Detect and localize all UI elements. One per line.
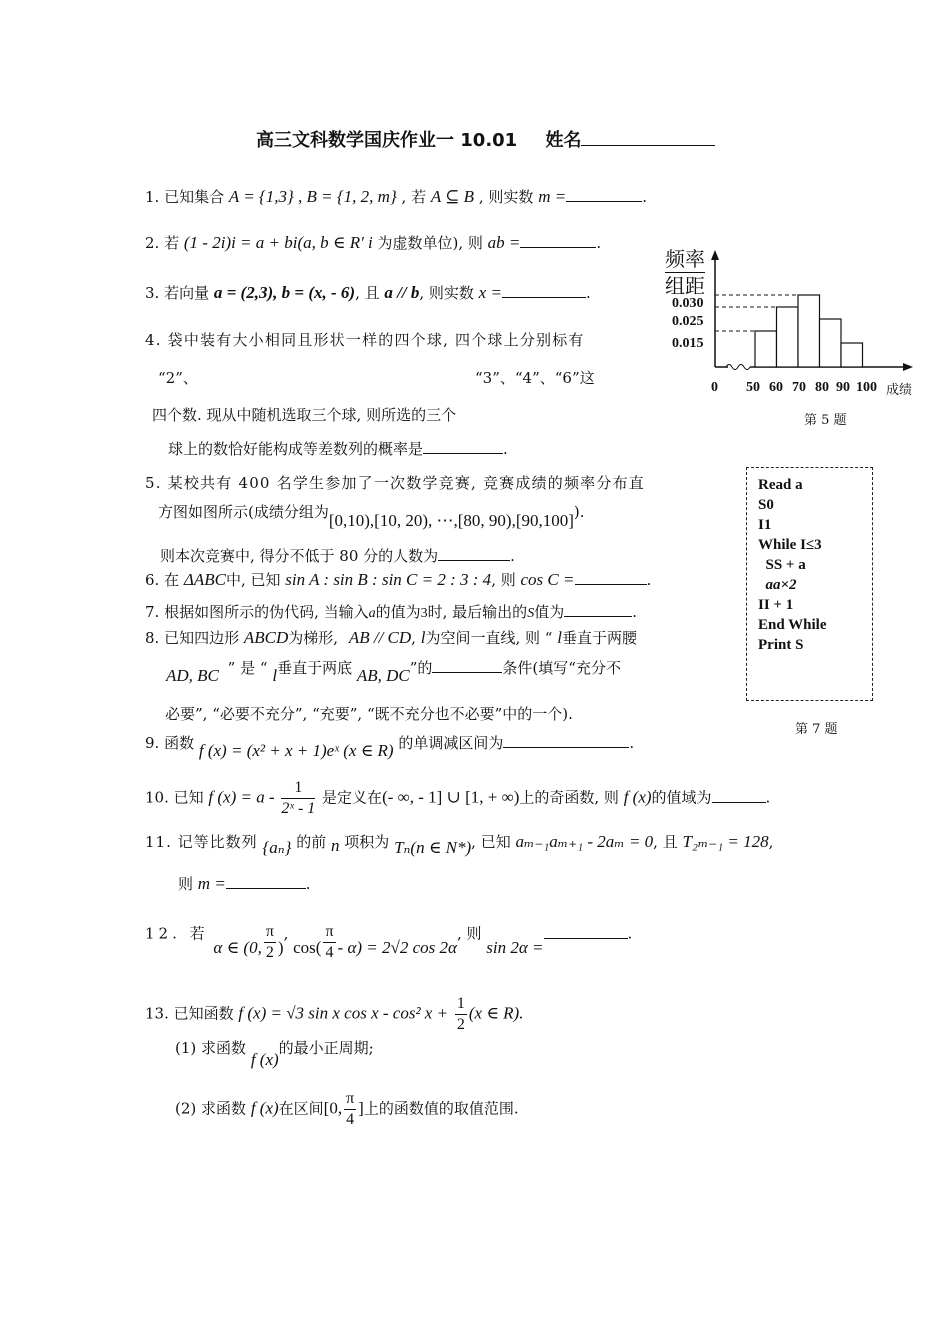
q4-line4-text: 球上的数恰好能构成等差数列的概率是 (168, 440, 424, 458)
q11-n: n (330, 836, 340, 855)
q10-text: 10. 已知 (145, 788, 204, 807)
q13-text: 13. 已知函数 (145, 1004, 234, 1023)
y-label-bottom: 组距 (665, 274, 705, 298)
q11-t-value: T₂ₘ₋₁ = 128 (682, 832, 769, 851)
q5-groups: [0,10),[10, 20), ⋯,[80, 90),[90,100] (328, 511, 574, 530)
q8-parallel: AB // CD (348, 628, 412, 647)
q10-text2: 是定义在 (322, 788, 383, 807)
q8-text2: 为梯形, (288, 629, 339, 647)
pseudocode-box (746, 467, 873, 701)
q3-text2: , 且 (355, 284, 380, 302)
histogram-bar-3 (798, 295, 820, 367)
q10-lhs: f (x) = a - (208, 787, 275, 807)
q10-text3: 上的奇函数, 则 (519, 788, 619, 807)
x-tick-90: 90 (836, 380, 850, 395)
q13-domain: (x ∈ R). (468, 1003, 524, 1023)
q10-fraction (281, 778, 315, 819)
q2-answer-blank[interactable] (520, 233, 596, 248)
q12-equation: - α) = 2√2 cos 2α (337, 937, 457, 957)
q2-text2: 为虚数单位), 则 (377, 234, 483, 252)
q9-function: f (x) = (x² + x + 1)eˣ (x ∈ R) (198, 741, 394, 760)
q12-pi2: π (323, 922, 335, 943)
code-line-print: Print S (758, 637, 804, 653)
q8-bases: AB, DC (356, 666, 410, 685)
q8-text5: 垂直于两腰 (561, 629, 637, 647)
x-tick-100: 100 (856, 380, 877, 395)
q3-end: . (585, 284, 591, 302)
q2-i: ' i (360, 233, 373, 252)
q5-line3-text: 则本次竞赛中, 得分不低于 80 分的人数为 (160, 547, 439, 565)
q9-text2: 的单调减区间为 (398, 734, 504, 752)
q1-answer-blank[interactable] (566, 187, 642, 202)
q13-part1-text2: 的最小正周期; (278, 1039, 374, 1057)
q8-text8: ”的 (409, 659, 433, 677)
q8-line3: 必要”, “必要不充分”, “充要”, “既不充分也不必要”中的一个). (165, 705, 573, 723)
q11-end: . (305, 875, 311, 893)
q1-subset: A ⊆ B (430, 187, 475, 206)
q7-a: a (368, 606, 376, 621)
q6-end: . (646, 571, 652, 589)
q11-tn: Tₙ(n ∈ N*) (394, 838, 472, 857)
y-label-top: 频率 (665, 247, 705, 271)
q5-line3 (160, 546, 515, 566)
q8-abcd: ABCD (243, 628, 289, 647)
q11-text5: , 且 (653, 833, 678, 851)
histogram-bar-1 (755, 331, 777, 367)
x-axis-gap (728, 362, 750, 372)
q8-l2: l (557, 628, 562, 647)
pseudocode-lines (758, 475, 827, 655)
x-tick-80: 80 (815, 380, 829, 395)
q11-equation: aₘ₋₁aₘ₊₁ - 2aₘ = 0 (515, 832, 654, 851)
q10-frac-den: 2ˣ - 1 (281, 800, 316, 817)
q3-vectors: a = (2,3), b = (x, - 6) (213, 283, 356, 302)
q11-answer-blank[interactable] (226, 874, 306, 889)
y-tick-0030: 0.030 (672, 296, 704, 311)
q7-text3: 时, 最后输出的 (427, 603, 528, 621)
q8-text7: 垂直于两底 (277, 659, 353, 677)
q6-answer-blank[interactable] (575, 570, 647, 585)
q4-line1: 4. 袋中装有大小相同且形状一样的四个球, 四个球上分别标有 (145, 331, 585, 349)
q13-pi: π (344, 1089, 356, 1110)
q7-s: S (527, 606, 535, 621)
q5-answer-blank[interactable] (438, 546, 510, 561)
q8-l: l (420, 628, 426, 647)
q1-end: . (642, 188, 647, 206)
q3-parallel: a // b (384, 283, 420, 302)
question-12 (145, 914, 633, 961)
question-3 (145, 283, 591, 303)
x-axis-arrow (903, 363, 913, 371)
code-line-ss: SS + a (758, 557, 806, 573)
histogram-bar-4 (820, 319, 842, 367)
q5-end: . (510, 547, 515, 565)
q10-answer-blank[interactable] (712, 788, 766, 803)
code-line-read: Read a (758, 477, 803, 493)
y-axis-arrow (711, 250, 719, 260)
q8-text6: ” 是 “ (227, 659, 268, 677)
q11-text2: 的前 (296, 833, 327, 851)
q3-answer-blank[interactable] (502, 283, 586, 298)
q6-var: cos C = (520, 570, 575, 589)
x-tick-60: 60 (769, 380, 783, 395)
figure-7-caption: 第 7 题 (795, 722, 838, 737)
q8-answer-blank[interactable] (432, 658, 502, 673)
q1-text: 1. 已知集合 (145, 188, 225, 206)
question-10 (145, 778, 770, 819)
q13-one-half (455, 994, 467, 1035)
question-1 (145, 187, 647, 207)
q11-text4: , 已知 (471, 833, 511, 851)
q5-line2-end: ). (573, 503, 585, 521)
q13-four: 4 (346, 1111, 355, 1128)
q13-part2-text2: 在区间 (278, 1099, 324, 1118)
q5-line2 (158, 502, 585, 530)
q12-two: 2 (265, 944, 274, 961)
question-6 (145, 570, 651, 590)
q12-answer-blank[interactable] (544, 924, 628, 939)
q11-text6: , (768, 833, 774, 851)
q3-text: 3. 若向量 (145, 284, 210, 302)
q12-end: . (627, 924, 633, 943)
q6-text: 6. 在 (145, 571, 180, 589)
x-tick-70: 70 (792, 380, 806, 395)
q10-frac-num: 1 (281, 778, 315, 799)
q13-part1-text: (1) 求函数 (175, 1039, 247, 1057)
q12-alpha-range: α ∈ (0, (213, 937, 262, 957)
y-tick-0025: 0.025 (672, 314, 704, 329)
q3-var: x = (478, 283, 502, 302)
histogram-bar-5 (841, 343, 863, 367)
q1-text3: , 则实数 (478, 188, 534, 206)
q7-answer-blank[interactable] (564, 602, 632, 617)
code-line-while: While I≤3 (758, 537, 822, 553)
q8-line2 (166, 658, 621, 685)
q10-text4: 的值域为 (651, 788, 712, 807)
question-9 (145, 733, 635, 760)
q7-text: 7. 根据如图所示的伪代码, 当输入 (145, 603, 369, 621)
q10-fx: f (x) (623, 787, 652, 807)
name-label: 姓名 (545, 130, 582, 151)
q13-function: f (x) = √3 sin x cos x - cos² x + (238, 1003, 449, 1023)
q13-part2-text3: 上的函数值的取值范围. (363, 1099, 519, 1118)
q13-part2-fx: f (x) (250, 1098, 279, 1118)
q3-text3: , 则实数 (419, 284, 474, 302)
q5-line2-text: 方图如图所示(成绩分组为 (158, 503, 329, 521)
q2-end: . (596, 234, 602, 252)
x-tick-50: 50 (746, 380, 760, 395)
q6-text2: 中, 已知 (225, 571, 281, 589)
q12-text3: , 则 (456, 924, 482, 943)
q4-line2a: “2”、 (158, 369, 198, 387)
q4-line3: 四个数. 现从中随机选取三个球, 则所选的三个 (152, 406, 457, 424)
q10-end: . (765, 788, 771, 807)
q8-text3: , (411, 629, 416, 647)
q4-line2b: “3”、“4”、“6”这 (475, 369, 595, 387)
q13-half-num: 1 (455, 994, 467, 1015)
q9-end: . (629, 734, 635, 752)
q12-four: 4 (325, 944, 334, 961)
q8-text: 8. 已知四边形 (145, 629, 240, 647)
q1-sets: A = {1,3} , B = {1, 2, m} (228, 187, 397, 206)
q4-line4 (168, 439, 508, 459)
homework-title: 高三文科数学国庆作业一 10.01 (256, 130, 518, 151)
frequency-histogram (660, 240, 925, 400)
q9-text: 9. 函数 (145, 734, 195, 752)
q4-answer-blank[interactable] (423, 439, 503, 454)
q13-part1-fx: f (x) (250, 1050, 279, 1069)
y-axis-label (665, 246, 705, 299)
q8-legs: AD, BC (166, 666, 219, 685)
q11-text3: 项积为 (344, 833, 390, 851)
q13-pi-over-4 (344, 1089, 356, 1130)
y-tick-0015: 0.015 (672, 336, 704, 351)
q10-domain: (- ∞, - 1] ∪ [1, + ∞) (382, 787, 520, 807)
histogram-bar-2 (777, 307, 799, 367)
q12-cos: cos( (293, 937, 322, 957)
q7-text4: 值为 (534, 603, 565, 621)
q12-comma: , (283, 924, 289, 943)
q1-text2: , 若 (401, 188, 427, 206)
q11-var: m = (197, 874, 226, 893)
q7-end: . (632, 603, 637, 621)
q12-var: sin 2α = (486, 937, 544, 957)
code-line-i1: I1 (758, 517, 772, 533)
q6-ratio: sin A : sin B : sin C = 2 : 3 : 4 (285, 570, 492, 589)
q6-triangle: ΔABC (183, 570, 226, 589)
question-7 (145, 602, 637, 624)
q9-answer-blank[interactable] (503, 733, 629, 748)
q13-half-den: 2 (456, 1016, 465, 1033)
q12-pi-over-2 (264, 922, 276, 963)
code-line-s0: S0 (758, 497, 774, 513)
q12-close: ) (277, 937, 284, 957)
histogram-bars (755, 295, 863, 367)
q13-part1 (175, 1038, 374, 1069)
q13-line1 (145, 994, 523, 1035)
question-2 (145, 233, 601, 253)
q5-line1: 5. 某校共有 400 名学生参加了一次数学竞赛, 竞赛成绩的频率分布直 (145, 474, 645, 492)
q4-end: . (503, 440, 508, 458)
q12-pi-over-4 (323, 922, 335, 963)
q11-text: 11. 记等比数列 (145, 833, 258, 851)
q11-then: 则 (178, 875, 194, 893)
q8-text4: 为空间一直线, 则 “ (425, 629, 553, 647)
q12-pi: π (264, 922, 276, 943)
q2-var: ab = (487, 233, 521, 252)
q8-text9: 条件(填写“充分不 (502, 659, 621, 677)
q8-line1 (145, 628, 637, 648)
q13-interval-close: ] (358, 1098, 364, 1118)
q6-text3: , 则 (491, 571, 516, 589)
name-blank[interactable] (581, 131, 715, 146)
q11-line1 (145, 832, 774, 857)
q7-text2: 的值为 (375, 603, 421, 621)
page-title (256, 126, 715, 152)
q2-text: 2. 若 (145, 234, 180, 252)
q2-expr: (1 - 2i)i = a + bi(a, b ∈ R (183, 233, 361, 252)
q8-l3: l (272, 666, 278, 685)
x-axis-label: 成绩 (886, 383, 913, 398)
code-line-ii: II + 1 (758, 597, 794, 613)
x-tick-0: 0 (711, 380, 718, 395)
code-line-end-while: End While (758, 617, 827, 633)
q11-line2 (178, 874, 311, 894)
q1-var: m = (538, 187, 567, 206)
figure-5-caption: 第 5 题 (804, 413, 847, 428)
code-line-aa: aa×2 (758, 577, 797, 593)
q11-sequence: {aₙ} (262, 838, 292, 857)
q13-part2 (175, 1089, 519, 1130)
q7-three: 3 (420, 606, 428, 621)
q12-text: 12. 若 (145, 924, 209, 943)
q13-part2-text: (2) 求函数 (175, 1099, 247, 1118)
q13-interval-open: [0, (323, 1098, 343, 1118)
